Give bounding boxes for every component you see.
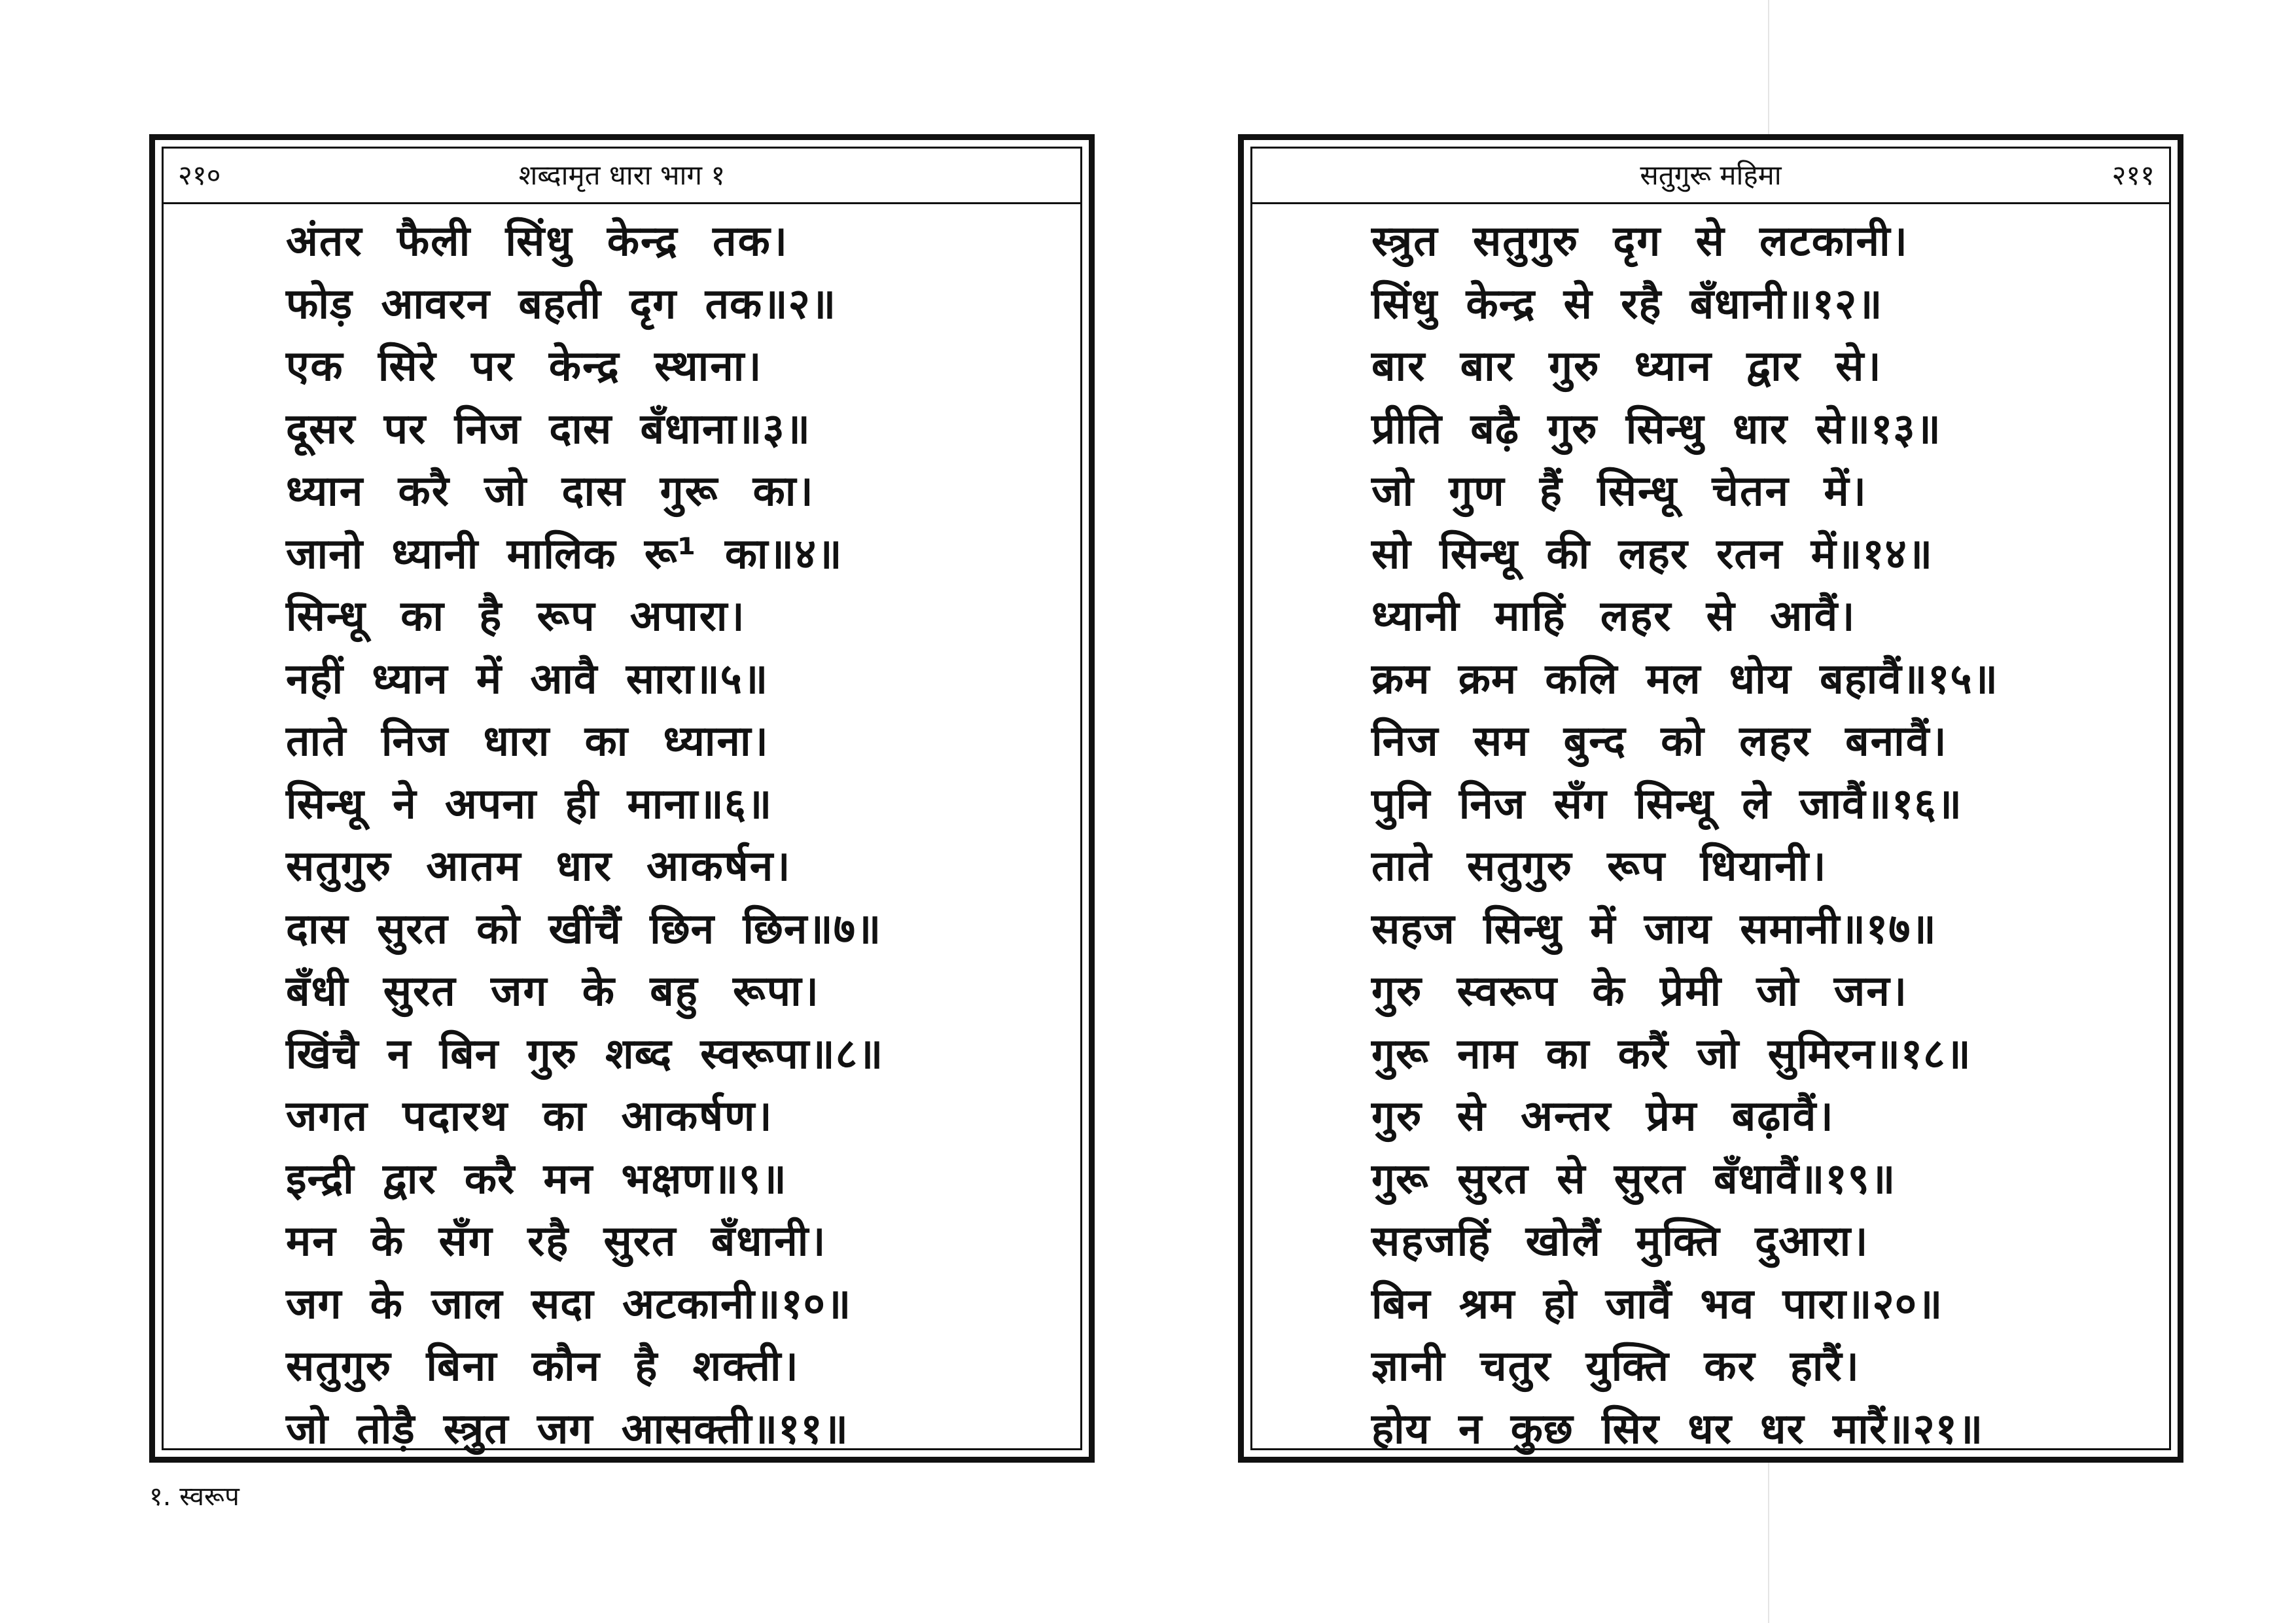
verse-line: सो सिन्धू की लहर रतन में॥१४॥ [1371,529,1934,579]
verse-line: जगत पदारथ का आकर्षण। [286,1092,773,1141]
right-running-title: सतुगुरू महिमा [1640,159,1782,191]
verse-line: गुरु स्वरूप के प्रेमी जो जन। [1371,967,1909,1016]
verse-line: मन के सँग रहै सुरत बँधानी। [286,1217,827,1266]
verse-line: निज सम बुन्द को लहर बनावैं। [1371,717,1948,766]
verse-line: सिन्धू ने अपना ही माना॥६॥ [286,779,773,829]
verse-line: क्रम क्रम कलि मल धोय बहावैं॥१५॥ [1371,654,1999,704]
verse-line: दास सुरत को खींचैं छिन छिन॥७॥ [286,904,882,954]
footnote: १. स्वरूप [149,1482,239,1512]
verse-line: ताते सतुगुरु रूप धियानी। [1371,842,1828,891]
right-page-number: २११ [2111,159,2155,191]
verse-line: सहज सिन्धु में जाय समानी॥१७॥ [1371,904,1937,954]
verse-line: जग के जाल सदा अटकानी॥१०॥ [286,1279,852,1329]
verse-line: सिंधु केन्द्र से रहै बँधानी॥१२॥ [1371,279,1883,329]
verse-line: नहीं ध्यान में आवै सारा॥५॥ [286,654,769,704]
verse-line: पुनि निज सँग सिन्धू ले जावैं॥१६॥ [1371,779,1962,829]
verse-line: बार बार गुरु ध्यान द्वार से। [1371,342,1882,391]
verse-line: जो गुण हैं सिन्धू चेतन में। [1371,467,1867,516]
verse-line: सिन्धू का है रूप अपारा। [286,592,746,641]
verse-line: जो तोड़ै स्त्रुत जग आसक्ती॥११॥ [286,1404,849,1454]
right-page-header [1252,149,2169,204]
verse-line: बिन श्रम हो जावैं भव पारा॥२०॥ [1371,1279,1943,1329]
verse-line: होय न कुछ सिर धर धर मारैं॥२१॥ [1371,1404,1984,1454]
verse-line: इन्द्री द्वार करै मन भक्षण॥९॥ [286,1154,787,1204]
left-page [149,134,1095,1463]
verse-line: गुरू सुरत से सुरत बँधावैं॥१९॥ [1371,1154,1896,1204]
verse-line: गुरू नाम का करैं जो सुमिरन॥१८॥ [1371,1029,1971,1079]
verse-line: सतुगुरु आतम धार आकर्षन। [286,842,792,891]
verse-line: खिंचै न बिन गुरु शब्द स्वरूपा॥८॥ [286,1029,884,1079]
verse-line: दूसर पर निज दास बँधाना॥३॥ [286,404,811,454]
left-verse-list [155,211,1089,1461]
left-page-number: २१० [178,159,221,191]
verse-line: गुरु से अन्तर प्रेम बढ़ावैं। [1371,1092,1835,1141]
verse-line: प्रीति बढ़ै गुरु सिन्धु धार से॥१३॥ [1371,404,1941,454]
left-running-title: शब्दामृत धारा भाग १ [518,159,726,191]
verse-line: जानो ध्यानी मालिक रू¹ का॥४॥ [286,529,843,579]
verse-line: सतुगुरु बिना कौन है शक्ती। [286,1342,800,1391]
verse-line: ताते निज धारा का ध्याना। [286,717,769,766]
verse-line: अंतर फैली सिंधु केन्द्र तक। [286,217,788,266]
verse-line: फोड़ आवरन बहती दृग तक॥२॥ [286,279,837,329]
right-verse-list [1244,211,2178,1461]
verse-line: एक सिरे पर केन्द्र स्थाना। [286,342,763,391]
verse-line: ज्ञानी चतुर युक्ति कर हारैं। [1371,1342,1860,1391]
verse-line: सहजहिं खोलैं मुक्ति दुआरा। [1371,1217,1869,1266]
right-page [1238,134,2183,1463]
verse-line: बँधी सुरत जग के बहु रूपा। [286,967,820,1016]
verse-line: ध्यान करै जो दास गुरू का। [286,467,815,516]
verse-line: ध्यानी माहिं लहर से आवैं। [1371,592,1856,641]
verse-line: स्त्रुत सतुगुरु दृग से लटकानी। [1371,217,1909,266]
left-page-header [164,149,1080,204]
